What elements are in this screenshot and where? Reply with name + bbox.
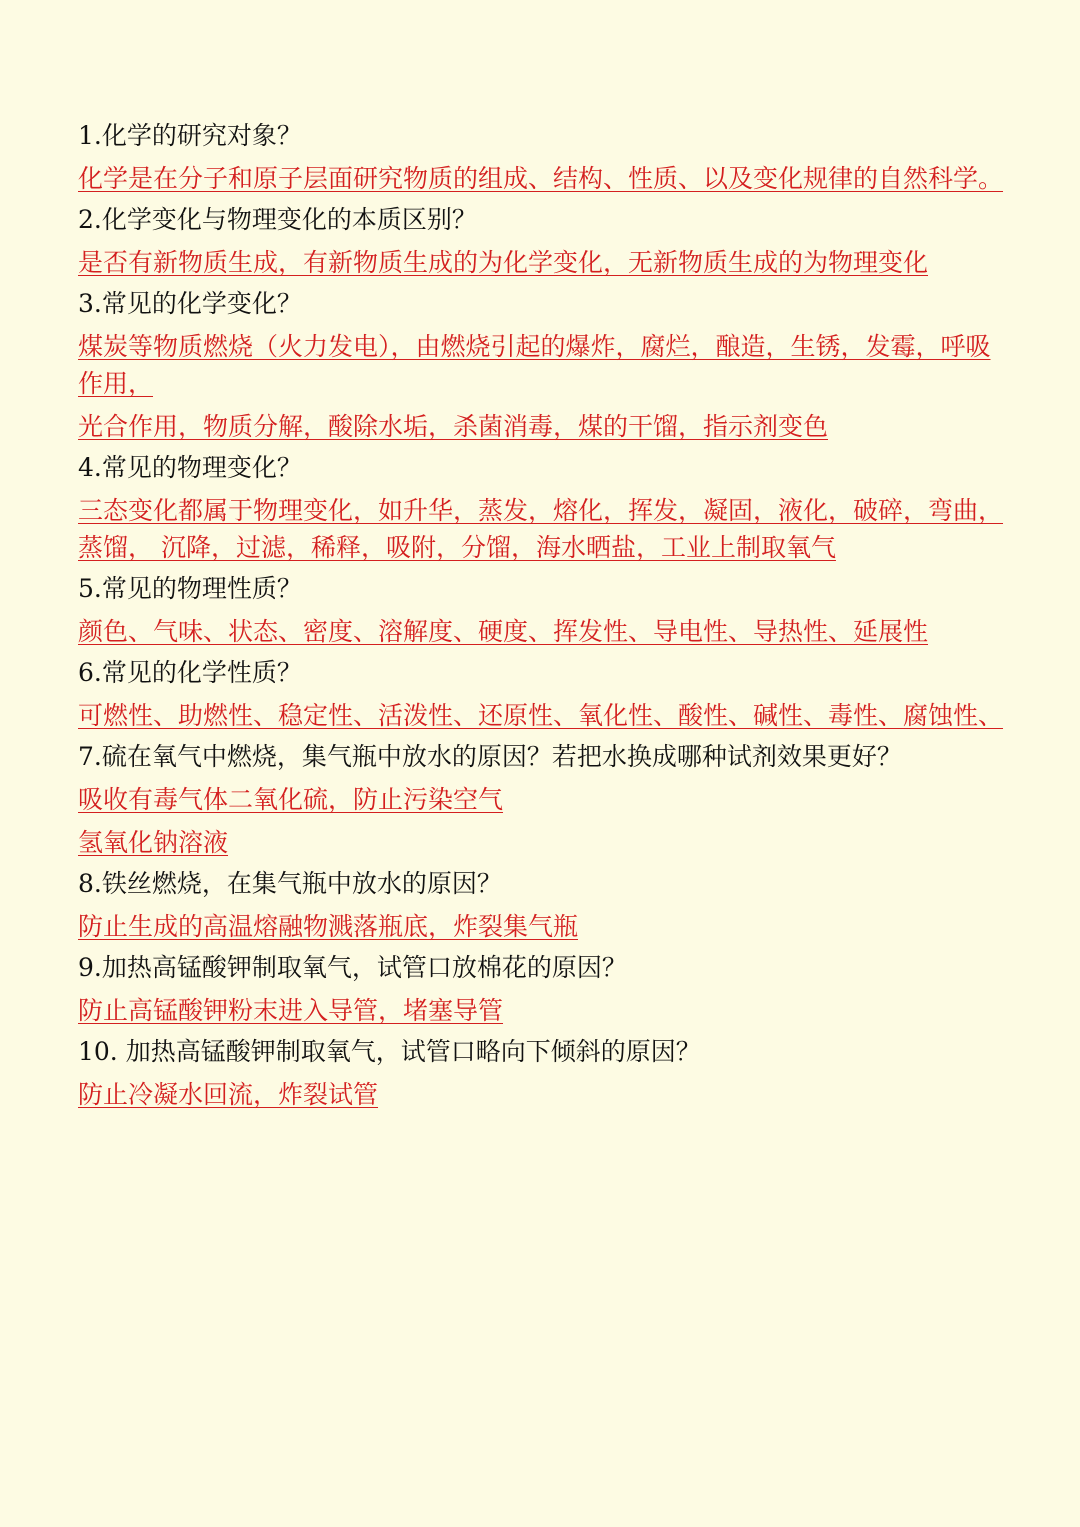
answer-3b	[78, 408, 1008, 445]
answer-3a-text: 煤炭等物质燃烧（火力发电），由燃烧引起的爆炸，腐烂，酿造，生锈，发霉，呼吸作用，	[78, 332, 991, 398]
answer-3b-text: 光合作用，物质分解，酸除水垢，杀菌消毒，煤的干馏，指示剂变色	[78, 412, 829, 441]
answer-6-text: 可燃性、助燃性、稳定性、活泼性、还原性、氧化性、酸性、碱性、毒性、腐蚀性、	[78, 701, 1004, 730]
answer-7b	[78, 824, 1008, 861]
question-8: 8.铁丝燃烧，在集气瓶中放水的原因？	[78, 869, 502, 898]
answer-10-text: 防止冷凝水回流，炸裂试管	[78, 1080, 379, 1109]
question-6: 6.常见的化学性质？	[78, 658, 302, 687]
answer-5	[78, 613, 1008, 650]
answer-7a	[78, 781, 1008, 818]
question-1: 1.化学的研究对象？	[78, 121, 302, 150]
answer-9	[78, 992, 1008, 1029]
answer-4-text: 三态变化都属于物理变化，如升华，蒸发，熔化，挥发，凝固，液化，破碎，弯曲，蒸馏， 沉降，过滤，稀释，吸附，分馏，海水晒盐，工业上制取氧气	[78, 496, 1004, 562]
answer-8-text: 防止生成的高温熔融物溅落瓶底，炸裂集气瓶	[78, 912, 579, 941]
question-3: 3.常见的化学变化？	[78, 289, 302, 318]
answer-4	[78, 492, 1008, 566]
answer-3a	[78, 328, 1008, 402]
answer-2-text: 是否有新物质生成，有新物质生成的为化学变化，无新物质生成的为物理变化	[78, 248, 929, 277]
question-4: 4.常见的物理变化？	[78, 453, 302, 482]
answer-6	[78, 697, 1008, 734]
question-5: 5.常见的物理性质？	[78, 574, 302, 603]
answer-2	[78, 244, 1008, 281]
question-10: 10. 加热高锰酸钾制取氧气，试管口略向下倾斜的原因？	[78, 1037, 701, 1066]
answer-7a-text: 吸收有毒气体二氧化硫，防止污染空气	[78, 785, 504, 814]
answer-9-text: 防止高锰酸钾粉末进入导管，堵塞导管	[78, 996, 504, 1025]
answer-10	[78, 1076, 1008, 1113]
question-9: 9.加热高锰酸钾制取氧气，试管口放棉花的原因？	[78, 953, 627, 982]
question-2: 2.化学变化与物理变化的本质区别？	[78, 205, 477, 234]
answer-1-text: 化学是在分子和原子层面研究物质的组成、结构、性质、以及变化规律的自然科学。	[78, 164, 1004, 193]
answer-7b-text: 氢氧化钠溶液	[78, 828, 229, 857]
answer-8	[78, 908, 1008, 945]
answer-5-text: 颜色、气味、状态、密度、溶解度、硬度、挥发性、导电性、导热性、延展性	[78, 617, 929, 646]
answer-1	[78, 160, 1008, 197]
question-7: 7.硫在氧气中燃烧，集气瓶中放水的原因？若把水换成哪种试剂效果更好？	[78, 742, 902, 771]
qa-document	[78, 117, 1008, 1113]
